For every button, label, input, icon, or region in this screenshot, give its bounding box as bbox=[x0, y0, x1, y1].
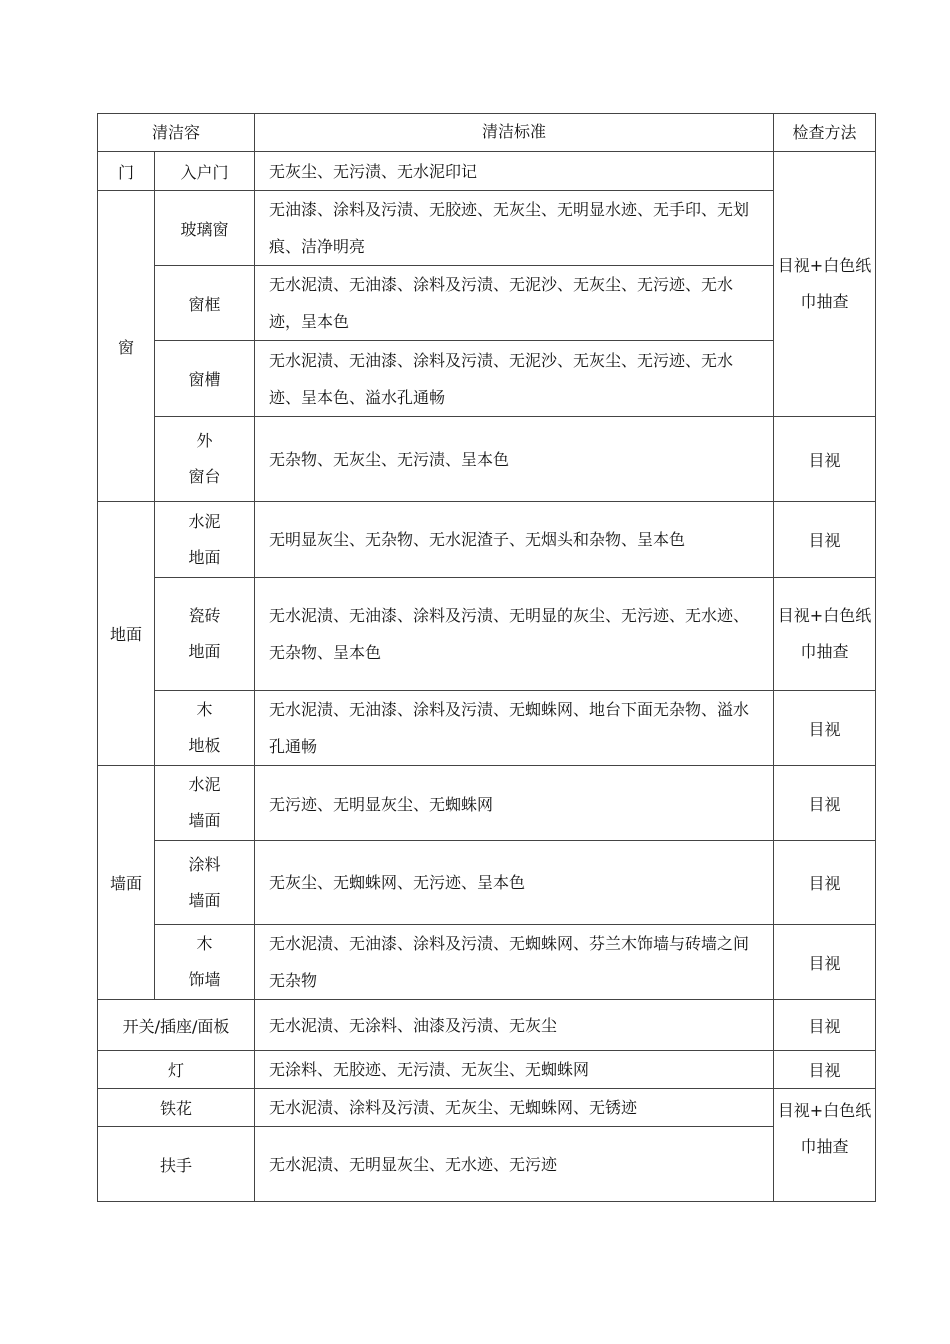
method-lamp: 目视 bbox=[774, 1051, 876, 1089]
method-paint-wall: 目视 bbox=[774, 841, 876, 925]
method-visual-tissue-check-bottom: 目视+白色纸巾抽查 bbox=[774, 1089, 876, 1202]
standard-paint-wall: 无灰尘、无蜘蛛网、无污迹、呈本色 bbox=[255, 841, 774, 925]
category-window: 窗 bbox=[98, 191, 155, 502]
item-paint-wall-line2: 墙面 bbox=[188, 890, 221, 910]
item-switch-socket-panel: 开关/插座/面板 bbox=[98, 1000, 255, 1051]
standard-wood-floor: 无水泥渍、无油漆、涂料及污渍、无蜘蛛网、地台下面无杂物、溢水孔通畅 bbox=[255, 691, 774, 766]
header-cleaning-standard: 清洁标准 bbox=[255, 114, 774, 152]
table-row bbox=[98, 925, 876, 1000]
table-row bbox=[98, 266, 876, 341]
table-row bbox=[98, 417, 876, 502]
category-door: 门 bbox=[98, 152, 155, 191]
item-tile-floor-line2: 地面 bbox=[188, 642, 221, 661]
item-cement-floor-line1: 水泥 bbox=[188, 511, 221, 531]
standard-entry-door: 无灰尘、无污渍、无水泥印记 bbox=[255, 152, 774, 191]
table-row bbox=[98, 578, 876, 691]
item-cement-floor bbox=[155, 502, 255, 578]
method-cement-wall: 目视 bbox=[774, 766, 876, 841]
table-row bbox=[98, 341, 876, 417]
item-handrail: 扶手 bbox=[98, 1127, 255, 1202]
table-row bbox=[98, 191, 876, 266]
item-entry-door: 入户门 bbox=[155, 152, 255, 191]
table-row bbox=[98, 1127, 876, 1202]
item-wood-wall bbox=[155, 925, 255, 1000]
item-cement-wall-line1: 水泥 bbox=[188, 775, 221, 794]
cleaning-standards-table bbox=[97, 113, 876, 1202]
category-floor: 地面 bbox=[98, 502, 155, 766]
item-paint-wall bbox=[155, 841, 255, 925]
header-inspection-method: 检查方法 bbox=[774, 114, 876, 152]
method-wood-floor: 目视 bbox=[774, 691, 876, 766]
item-window-frame: 窗框 bbox=[155, 266, 255, 341]
method-wood-wall: 目视 bbox=[774, 925, 876, 1000]
item-lamp: 灯 bbox=[98, 1051, 255, 1089]
item-wood-floor bbox=[155, 691, 255, 766]
item-paint-wall-line1: 涂料 bbox=[188, 854, 221, 874]
item-window-sill-line2: 窗台 bbox=[188, 467, 221, 486]
method-switch-socket-panel: 目视 bbox=[774, 1000, 876, 1051]
table-row bbox=[98, 502, 876, 578]
table-row bbox=[98, 152, 876, 191]
method-cement-floor: 目视 bbox=[774, 502, 876, 578]
item-wood-wall-line1: 木 bbox=[196, 934, 213, 953]
standard-handrail: 无水泥渍、无明显灰尘、无水迹、无污迹 bbox=[255, 1127, 774, 1202]
standard-switch-socket-panel: 无水泥渍、无涂料、油漆及污渍、无灰尘 bbox=[255, 1000, 774, 1051]
standard-window-groove: 无水泥渍、无油漆、涂料及污渍、无泥沙、无灰尘、无污迹、无水迹、呈本色、溢水孔通畅 bbox=[255, 341, 774, 417]
item-tile-floor bbox=[155, 578, 255, 691]
item-window-groove: 窗槽 bbox=[155, 341, 255, 417]
standard-tile-floor: 无水泥渍、无油漆、涂料及污渍、无明显的灰尘、无污迹、无水迹、无杂物、呈本色 bbox=[255, 578, 774, 691]
table-row bbox=[98, 1089, 876, 1127]
item-glass-window: 玻璃窗 bbox=[155, 191, 255, 266]
standard-window-frame: 无水泥渍、无油漆、涂料及污渍、无泥沙、无灰尘、无污迹、无水迹，呈本色 bbox=[255, 266, 774, 341]
item-window-sill bbox=[155, 417, 255, 502]
standard-cement-wall: 无污迹、无明显灰尘、无蜘蛛网 bbox=[255, 766, 774, 841]
table-row bbox=[98, 1051, 876, 1089]
table-row bbox=[98, 841, 876, 925]
item-tile-floor-line1: 瓷砖 bbox=[188, 606, 221, 625]
item-cement-wall bbox=[155, 766, 255, 841]
standard-window-sill: 无杂物、无灰尘、无污渍、呈本色 bbox=[255, 417, 774, 502]
item-wood-floor-line2: 地板 bbox=[188, 736, 221, 755]
item-wood-floor-line1: 木 bbox=[196, 700, 213, 719]
method-visual-tissue-check: 目视+白色纸巾抽查 bbox=[774, 152, 876, 417]
table-row bbox=[98, 691, 876, 766]
method-window-sill: 目视 bbox=[774, 417, 876, 502]
method-tile-floor: 目视+白色纸巾抽查 bbox=[774, 578, 876, 691]
item-iron-railing: 铁花 bbox=[98, 1089, 255, 1127]
standard-wood-wall: 无水泥渍、无油漆、涂料及污渍、无蜘蛛网、芬兰木饰墙与砖墙之间无杂物 bbox=[255, 925, 774, 1000]
header-row bbox=[98, 114, 876, 152]
item-cement-wall-line2: 墙面 bbox=[188, 811, 221, 830]
standard-lamp: 无涂料、无胶迹、无污渍、无灰尘、无蜘蛛网 bbox=[255, 1051, 774, 1089]
category-wall: 墙面 bbox=[98, 766, 155, 1000]
standard-cement-floor: 无明显灰尘、无杂物、无水泥渣子、无烟头和杂物、呈本色 bbox=[255, 502, 774, 578]
item-wood-wall-line2: 饰墙 bbox=[188, 970, 221, 989]
standard-iron-railing: 无水泥渍、涂料及污渍、无灰尘、无蜘蛛网、无锈迹 bbox=[255, 1089, 774, 1127]
item-window-sill-line1: 外 bbox=[196, 431, 213, 450]
header-cleaning-content: 清洁容 bbox=[98, 114, 255, 152]
standard-glass-window: 无油漆、涂料及污渍、无胶迹、无灰尘、无明显水迹、无手印、无划痕、洁净明亮 bbox=[255, 191, 774, 266]
table-row bbox=[98, 1000, 876, 1051]
table-row bbox=[98, 766, 876, 841]
item-cement-floor-line2: 地面 bbox=[188, 547, 221, 567]
